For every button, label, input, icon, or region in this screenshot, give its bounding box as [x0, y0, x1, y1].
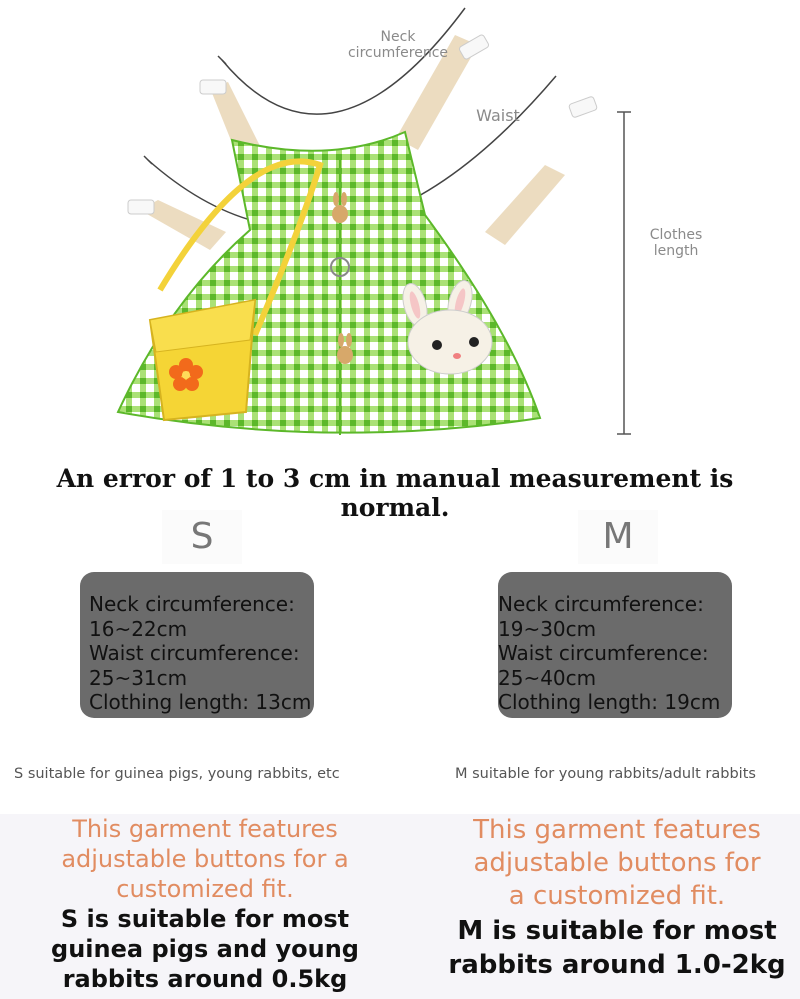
yellow-bag	[150, 300, 255, 420]
size-s-specs: Neck circumference: 16~22cm Waist circumference: 25~31cm Clothing length: 13cm	[89, 592, 312, 714]
measurement-error-note: An error of 1 to 3 cm in manual measurement is normal.	[56, 464, 734, 522]
clothes-length-label: Clothes length	[649, 227, 703, 259]
length-ruler	[617, 112, 631, 434]
size-s-letter: S	[162, 510, 242, 564]
size-m-specs: Neck circumference: 19~30cm Waist circumference: 25~40cm Clothing length: 19cm	[498, 592, 721, 714]
neck-circumference-label: Neck circumference	[347, 29, 449, 61]
size-s-suitable: S suitable for guinea pigs, young rabbits, etc	[14, 766, 340, 782]
waist-label: Waist	[476, 106, 520, 125]
size-m-letter: M	[578, 510, 658, 564]
size-s-weight-note: S is suitable for most guinea pigs and young rabbits around 0.5kg	[51, 905, 359, 993]
size-m-adjustable-note: This garment features adjustable buttons for a customized fit.	[473, 815, 761, 911]
size-m-suitable: M suitable for young rabbits/adult rabbits	[455, 766, 756, 782]
size-s-adjustable-note: This garment features adjustable buttons for a customized fit.	[61, 815, 349, 903]
size-m-weight-note: M is suitable for most rabbits around 1.0-2kg	[448, 916, 786, 980]
